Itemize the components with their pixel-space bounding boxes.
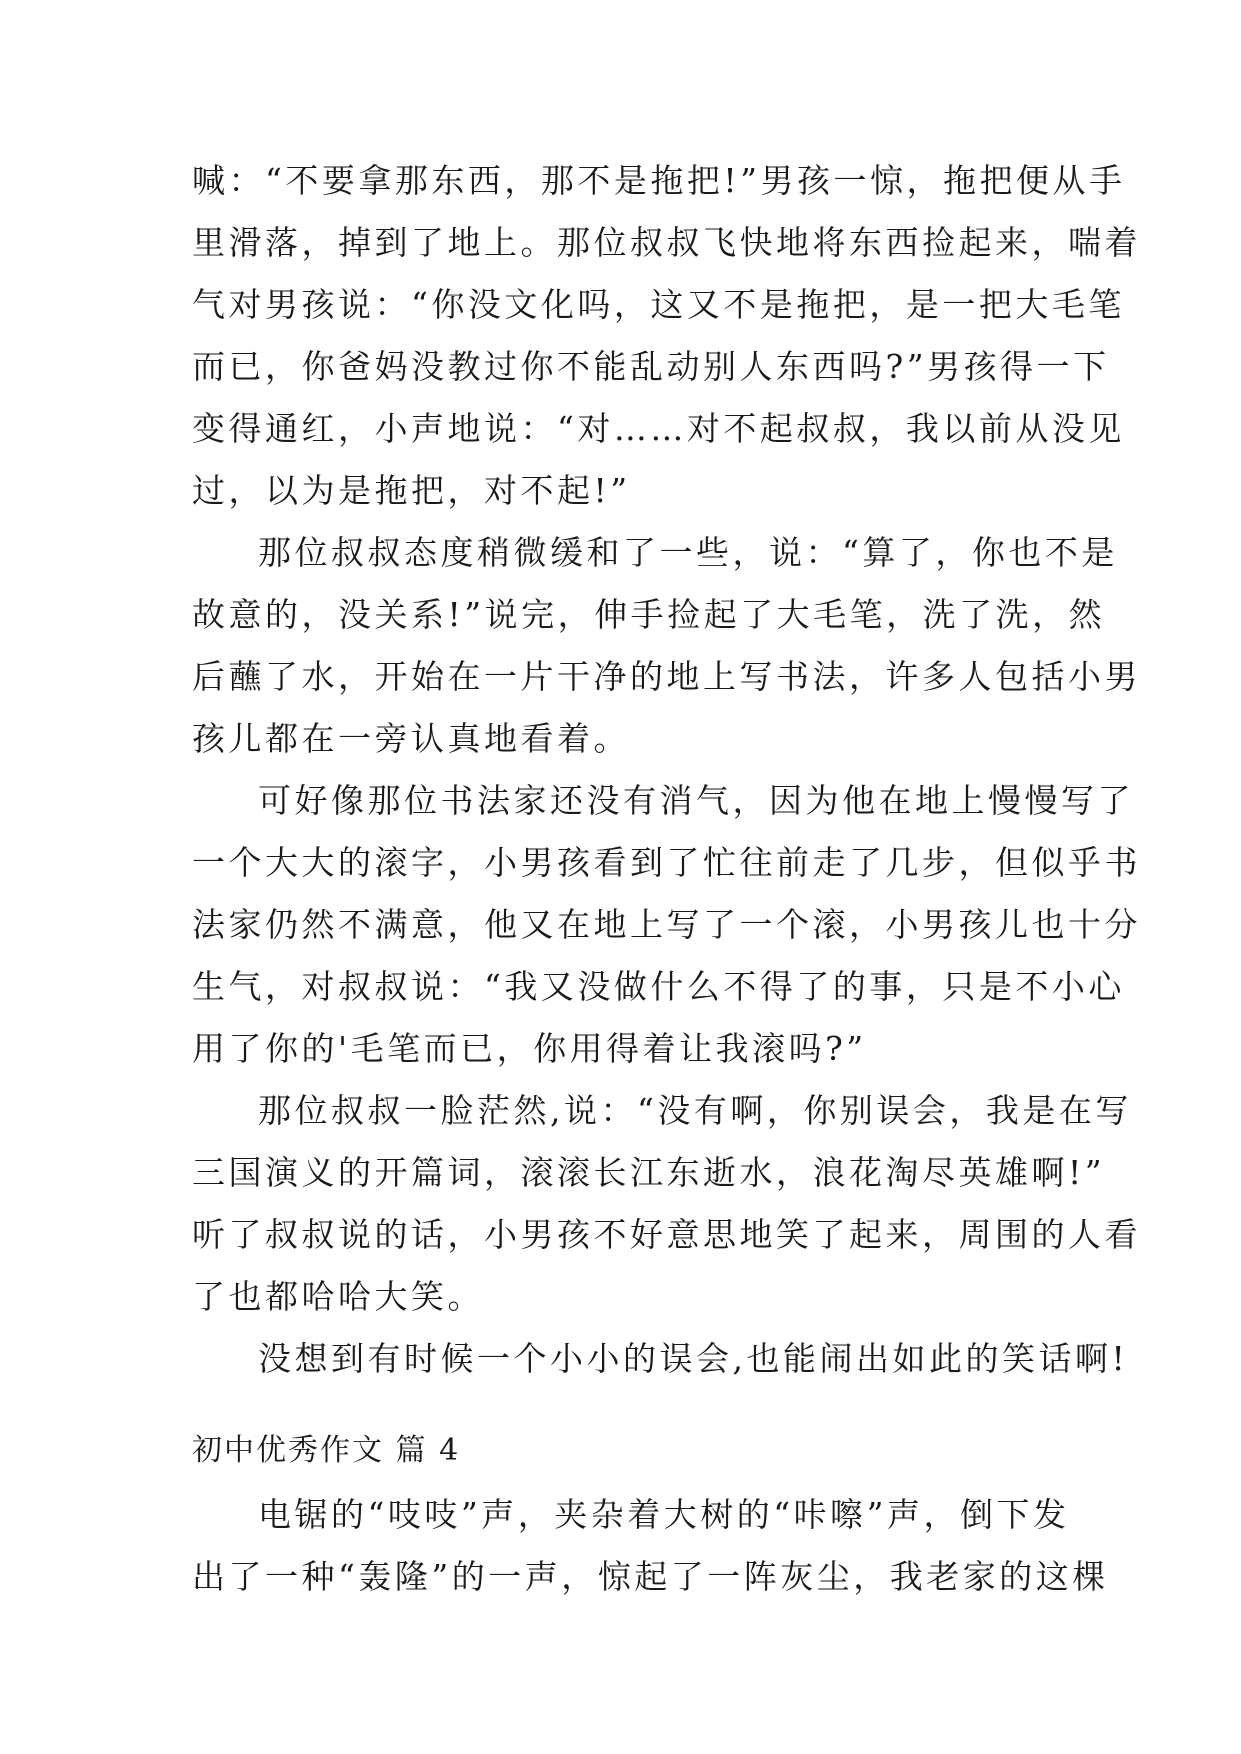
- text-line: 气对男孩说：“你没文化吗，这又不是拖把，是一把大毛笔: [192, 285, 1125, 324]
- text-line: 出了一种“轰隆”的一声，惊起了一阵灰尘，我老家的这棵: [192, 1557, 1109, 1596]
- text-line: 而已，你爸妈没教过你不能乱动别人东西吗?”男孩得一下: [192, 347, 1110, 386]
- text-line: 了也都哈哈大笑。: [192, 1277, 484, 1316]
- paragraph-first-line: 电锯的“吱吱”声，夹杂着大树的“咔嚓”声，倒下发: [258, 1495, 1070, 1534]
- text-line: 故意的，没关系!”说完，伸手捡起了大毛笔，洗了洗，然: [192, 595, 1106, 634]
- text-line: 孩儿都在一旁认真地看着。: [192, 719, 630, 758]
- text-line: 用了你的'毛笔而已，你用得着让我滚吗?”: [192, 1029, 867, 1068]
- text-line: 法家仍然不满意，他又在地上写了一个滚，小男孩儿也十分: [192, 905, 1141, 944]
- paragraph-first-line: 那位叔叔一脸茫然,说：“没有啊，你别误会，我是在写: [258, 1091, 1132, 1130]
- text-line: 里滑落，掉到了地上。那位叔叔飞快地将东西捡起来，喘着: [192, 223, 1141, 262]
- text-line: 生气，对叔叔说：“我又没做什么不得了的事，只是不小心: [192, 967, 1125, 1006]
- paragraph-first-line: 可好像那位书法家还没有消气，因为他在地上慢慢写了: [258, 781, 1134, 820]
- text-line: 听了叔叔说的话，小男孩不好意思地笑了起来，周围的人看: [192, 1215, 1141, 1254]
- text-line: 一个大大的滚字，小男孩看到了忙往前走了几步，但似乎书: [192, 843, 1141, 882]
- paragraph-first-line: 那位叔叔态度稍微缓和了一些，说：“算了，你也不是: [258, 533, 1118, 572]
- text-line: 后蘸了水，开始在一片干净的地上写书法，许多人包括小男: [192, 657, 1141, 696]
- text-line: 三国演义的开篇词，滚滚长江东逝水，浪花淘尽英雄啊!”: [192, 1153, 1106, 1192]
- text-line: 过，以为是拖把，对不起!”: [192, 471, 631, 510]
- paragraph-first-line: 没想到有时候一个小小的误会,也能闹出如此的笑话啊!: [258, 1339, 1129, 1378]
- text-line: 喊：“不要拿那东西，那不是拖把!”男孩一惊，拖把便从手: [192, 161, 1126, 200]
- section-heading: 初中优秀作文 篇 4: [192, 1433, 461, 1468]
- text-line: 变得通红，小声地说：“对……对不起叔叔，我以前从没见: [192, 409, 1125, 448]
